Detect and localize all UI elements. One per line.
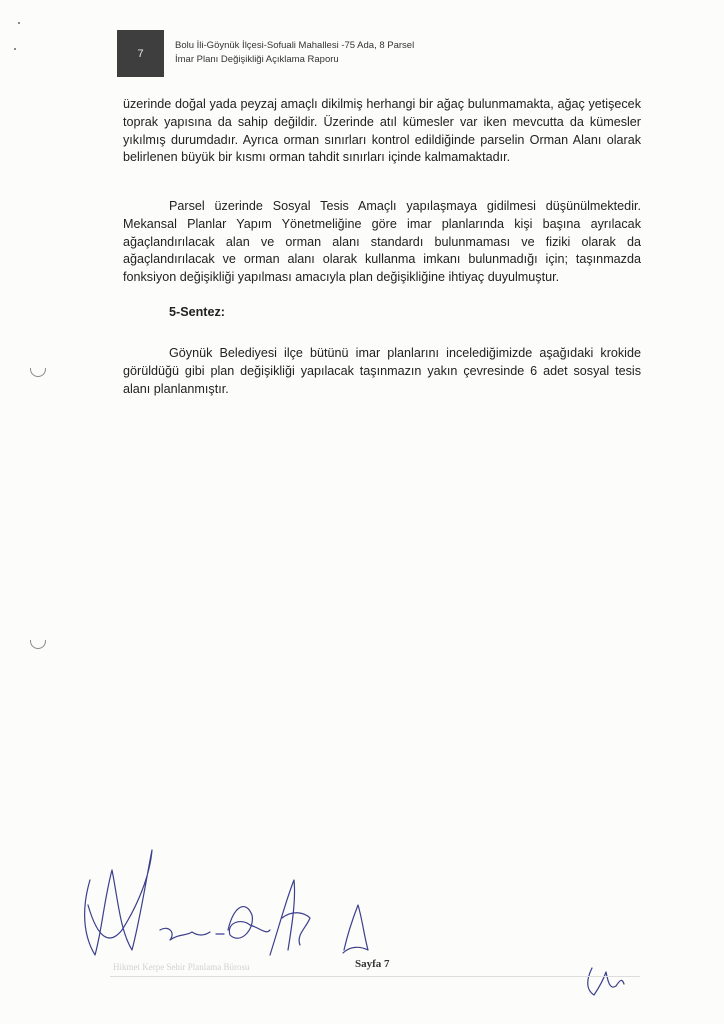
footer-company-text: Hikmet Kerpe Sehir Planlama Bürosu (113, 962, 250, 972)
paragraph-1: üzerinde doğal yada peyzaj amaçlı dikilmiş herhangi bir ağaç bulunmamakta, ağaç yetişecek toprak yapısına da sahip değildir. Üzerinde atıl kümesler var iken mevcutta da kümesler yıkılmış durumdadır. Ayrıca orman sınırları kontrol edildiğinde parselin Orman Alanı olarak belirlenen büyük bir kısmı orman tahdit sınırları içinde kalmamaktadır. (123, 97, 641, 165)
paragraph-3: Göynük Belediyesi ilçe bütünü imar planlarını incelediğimizde aşağıdaki krokide görüldüğü gibi plan değişikliği yapılacak taşınmazın yakın çevresinde 6 adet sosyal tesis alanı planlanmıştır. (123, 346, 641, 396)
initials (588, 968, 624, 995)
footer-divider (110, 976, 640, 977)
paragraph-2: Parsel üzerinde Sosyal Tesis Amaçlı yapılaşmaya gidilmesi düşünülmektedir. Mekansal Planlar Yapım Yönetmeliğine göre imar planlarında kişi başına ayrılacak ağaçlandırılacak alan ve orman alanı standardı bulunmaması ve fiziki olarak da ağaçlandırılacak ve orman alanı olarak kullanma imkanı bulunmadığı için; taşınmazda fonksiyon değişikliği yapılması amacıyla plan değişikliğine ihtiyaç duyulmuştur. (123, 199, 641, 285)
page-number: 7 (137, 47, 144, 60)
footer-page-label: Sayfa 7 (355, 958, 390, 970)
header-line-1: Bolu İli-Göynük İlçesi-Sofuali Mahallesi -75 Ada, 8 Parsel (175, 40, 415, 51)
signature-4 (343, 905, 368, 953)
header-line-2: İmar Planı Değişikliği Açıklama Raporu (175, 54, 339, 65)
signature-2 (160, 907, 270, 940)
signature-1 (85, 850, 152, 955)
signature-3 (270, 880, 310, 955)
section-heading: 5-Sentez: (169, 305, 225, 319)
